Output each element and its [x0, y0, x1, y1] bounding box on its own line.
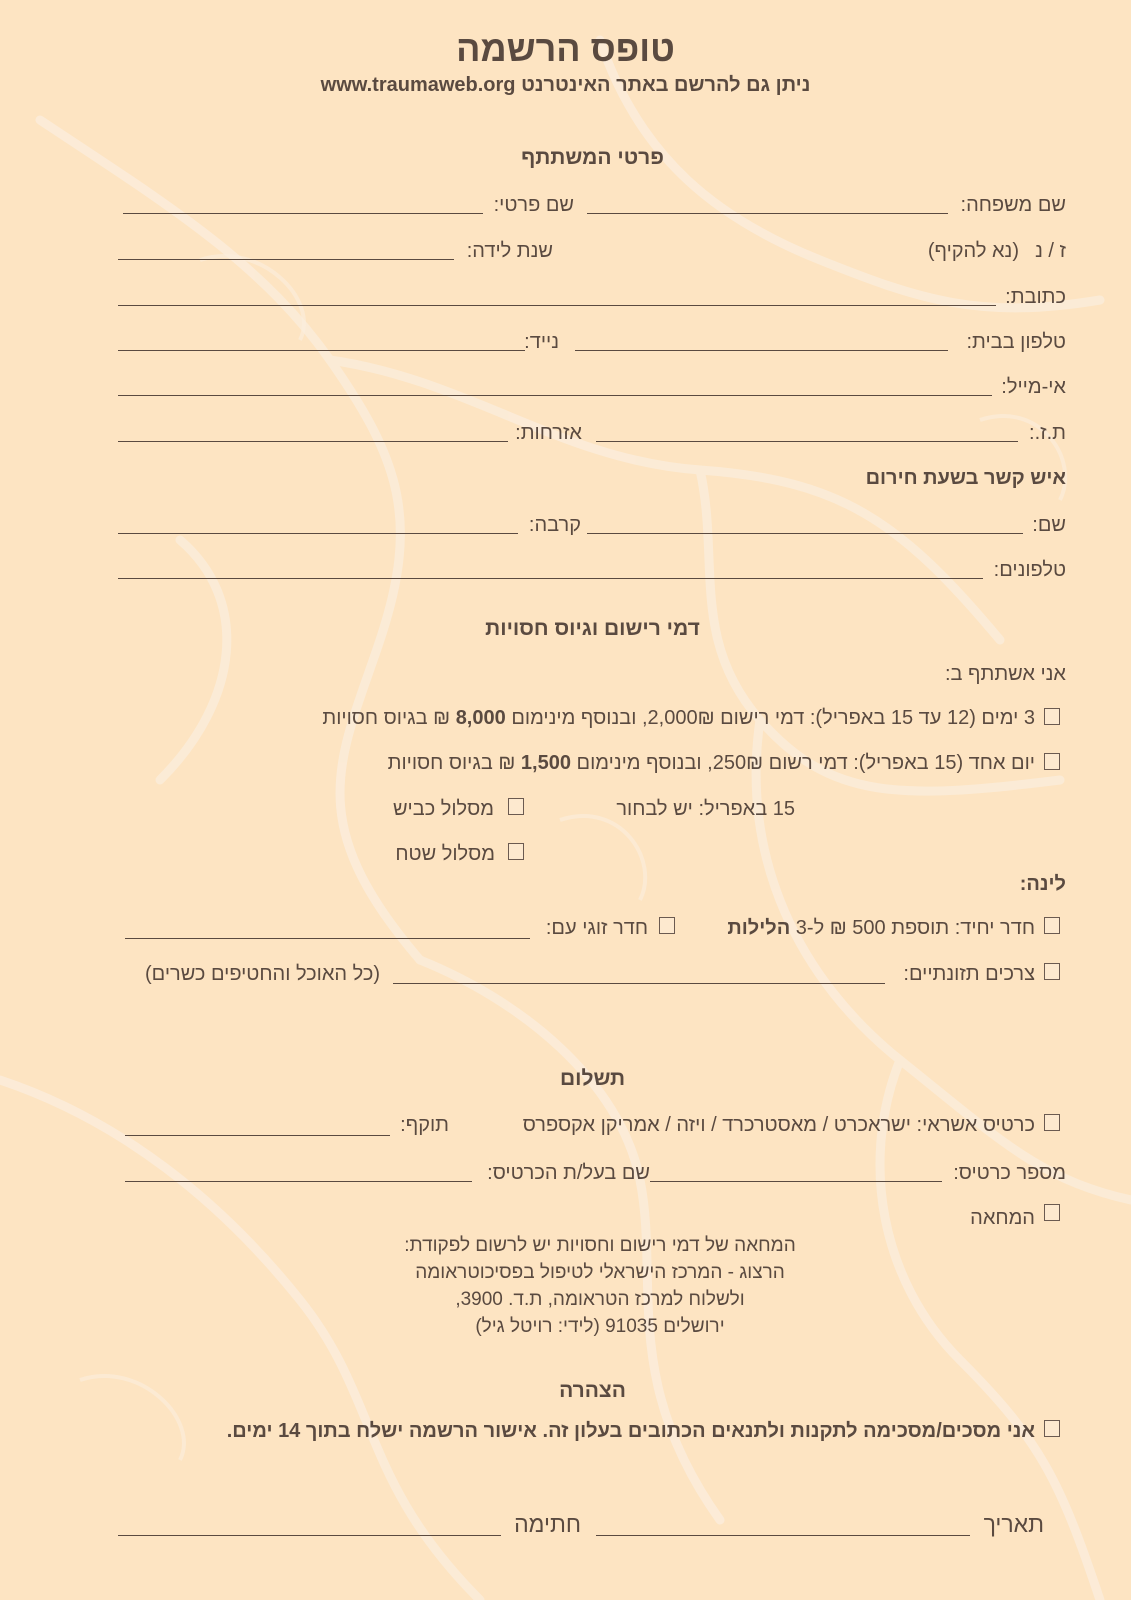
birth-year-label: שנת לידה:: [466, 240, 553, 262]
emergency-name-label: שם:: [1032, 514, 1066, 536]
single-room-text-b: הלילות: [727, 917, 791, 939]
emergency-contact-heading: איש קשר בשעת חירום: [865, 467, 1066, 489]
option-1day-amount: 1,500: [520, 752, 571, 774]
date-label: תאריך: [983, 1511, 1044, 1537]
kosher-note: (כל האוכל והחטיפים כשרים): [145, 963, 380, 985]
participate-label: אני אשתתף ב:: [944, 663, 1066, 685]
option-3days-text-b: ₪ בגיוס חסויות: [322, 707, 451, 729]
participant-section-heading: פרטי המשתתף: [521, 146, 664, 169]
mobile-field[interactable]: [118, 350, 525, 351]
signature-label: חתימה: [514, 1511, 581, 1537]
email-label: אי-מייל:: [1001, 376, 1066, 398]
relation-label: קרבה:: [528, 514, 581, 536]
single-room-checkbox[interactable]: [1044, 917, 1060, 934]
declaration-heading: הצהרה: [559, 1379, 626, 1402]
declaration-checkbox[interactable]: [1044, 1420, 1060, 1437]
credit-card-checkbox[interactable]: [1044, 1114, 1060, 1131]
address-label: כתובת:: [1005, 286, 1066, 308]
check-label: המחאה: [970, 1207, 1035, 1229]
validity-label: תוקף:: [400, 1114, 449, 1136]
april15-choose-label: 15 באפריל: יש לבחור: [616, 798, 795, 820]
diet-label: צרכים תזונתיים:: [903, 963, 1035, 985]
card-number-field[interactable]: [650, 1181, 942, 1182]
card-holder-field[interactable]: [125, 1181, 472, 1182]
double-room-checkbox[interactable]: [659, 917, 675, 934]
birth-year-field[interactable]: [118, 259, 454, 260]
first-name-label: שם פרטי:: [493, 194, 574, 216]
single-room-text: [727, 917, 1035, 940]
home-phone-label: טלפון בבית:: [966, 331, 1066, 353]
validity-field[interactable]: [125, 1135, 390, 1136]
email-field[interactable]: [118, 395, 992, 396]
form-title: טופס הרשמה: [456, 28, 675, 69]
check-checkbox[interactable]: [1044, 1204, 1060, 1221]
double-room-partner-field[interactable]: [125, 938, 530, 939]
gender-label[interactable]: ז / נ: [1035, 240, 1066, 262]
option-1day-text-b: ₪ בגיוס חסויות: [387, 752, 516, 774]
first-name-field[interactable]: [123, 213, 483, 214]
lodging-heading: לינה:: [1019, 873, 1066, 895]
home-phone-field[interactable]: [575, 350, 948, 351]
date-field[interactable]: [596, 1535, 970, 1536]
option-1day-text: [388, 752, 1035, 775]
card-holder-label: שם בעל/ת הכרטיס:: [487, 1162, 650, 1184]
double-room-label: חדר זוגי עם:: [545, 917, 648, 939]
id-field[interactable]: [596, 441, 1018, 442]
emergency-phones-field[interactable]: [118, 578, 983, 579]
address-field[interactable]: [118, 305, 996, 306]
website-link[interactable]: www.traumaweb.org: [320, 74, 516, 96]
option-3days-text-a: 3 ימים (12 עד 15 באפריל): דמי רישום 2,000₪, ובנוסף מינימום: [511, 707, 1035, 729]
mobile-label: נייד:: [524, 331, 559, 353]
emergency-name-field[interactable]: [587, 533, 1023, 534]
check-note-1: המחאה של דמי רישום וחסויות יש לרשום לפקודת:: [404, 1235, 796, 1256]
last-name-label: שם משפחה:: [960, 194, 1066, 216]
route-paved-label: מסלול כביש: [392, 798, 494, 820]
id-label: ת.ז.:: [1029, 422, 1066, 444]
route-paved-checkbox[interactable]: [508, 798, 524, 815]
option-1day-checkbox[interactable]: [1044, 753, 1060, 770]
credit-card-label: כרטיס אשראי: ישראכרט / מאסטרכרד / ויזה / אמריקן אקספרס: [522, 1114, 1035, 1136]
declaration-text: אני מסכים/מסכימה לתקנות ולתנאים הכתובים בעלון זה. אישור הרשמה ישלח בתוך 14 ימים.: [226, 1420, 1035, 1442]
option-1day-text-a: יום אחד (15 באפריל): דמי רשום 250₪, ובנוסף מינימום: [576, 752, 1035, 774]
subtitle-text: ניתן גם להרשם באתר האינטרנט: [521, 74, 811, 96]
check-note-2: הרצוג - המרכז הישראלי לטיפול בפסיכוטראומה: [415, 1262, 785, 1283]
payment-section-heading: תשלום: [559, 1067, 626, 1090]
citizenship-field[interactable]: [118, 441, 508, 442]
option-3days-amount: 8,000: [455, 707, 506, 729]
single-room-text-a: חדר יחיד: תוספת 500 ₪ ל-3: [795, 917, 1035, 939]
last-name-field[interactable]: [587, 213, 948, 214]
route-terrain-checkbox[interactable]: [508, 843, 524, 860]
fees-section-heading: דמי רישום וגיוס חסויות: [485, 617, 700, 640]
form-subtitle: [0, 74, 1131, 97]
check-note-4: ירושלים 91035 (לידי: רויטל גיל): [475, 1316, 725, 1337]
citizenship-label: אזרחות:: [515, 422, 582, 444]
diet-field[interactable]: [393, 983, 885, 984]
diet-checkbox[interactable]: [1044, 963, 1060, 980]
gender-hint: (נא להקיף): [927, 240, 1019, 262]
relation-field[interactable]: [118, 533, 518, 534]
card-number-label: מספר כרטיס:: [953, 1162, 1066, 1184]
option-3days-text: [322, 707, 1035, 730]
option-3days-checkbox[interactable]: [1044, 708, 1060, 725]
route-terrain-label: מסלול שטח: [395, 843, 495, 865]
emergency-phones-label: טלפונים:: [993, 559, 1066, 581]
check-note-3: ולשלוח למרכז הטראומה, ת.ד. 3900,: [455, 1289, 745, 1310]
signature-field[interactable]: [118, 1535, 501, 1536]
